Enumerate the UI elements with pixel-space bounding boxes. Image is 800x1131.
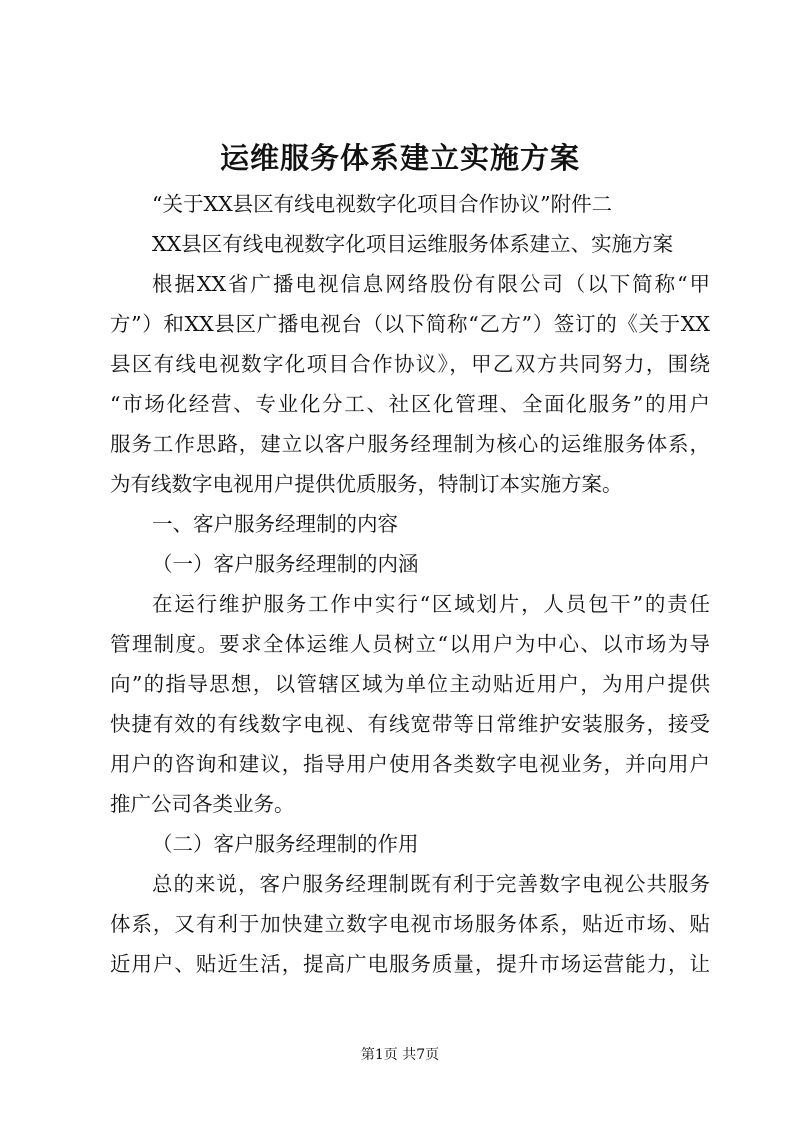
subtitle-line: XX县区有线电视数字化项目运维服务体系建立、实施方案: [152, 232, 674, 256]
paragraph-line: “市场化经营、专业化分工、社区化管理、全面化服务”的用户: [110, 392, 710, 416]
paragraph-line: 近用户、贴近生活，提高广电服务质量，提升市场运营能力，让: [110, 952, 710, 976]
paragraph-line: 方”）和XX县区广播电视台（以下简称“乙方”）签订的《关于XX: [110, 312, 710, 336]
paragraph-line: 快捷有效的有线数字电视、有线宽带等日常维护安装服务，接受: [110, 712, 710, 736]
document-title: 运维服务体系建立实施方案: [219, 141, 580, 175]
paragraph-line: 为有线数字电视用户提供优质服务，特制订本实施方案。: [110, 472, 623, 496]
document-body: [110, 184, 710, 984]
page-footer: 第1页 共7页: [360, 1047, 440, 1063]
paragraph-line: 管理制度。要求全体运维人员树立“以用户为中心、以市场为导: [110, 632, 710, 656]
paragraph-line: 在运行维护服务工作中实行“区域划片，人员包干”的责任: [152, 592, 710, 616]
paragraph-line: 体系，又有利于加快建立数字电视市场服务体系，贴近市场、贴: [110, 912, 710, 936]
paragraph-line: 用户的咨询和建议，指导用户使用各类数字电视业务，并向用户: [110, 752, 710, 776]
attachment-note: “关于XX县区有线电视数字化项目合作协议”附件二: [152, 192, 613, 216]
paragraph-line: 总的来说，客户服务经理制既有利于完善数字电视公共服务: [152, 872, 710, 896]
subsection-heading: （二）客户服务经理制的作用: [152, 832, 419, 856]
paragraph-line: 推广公司各类业务。: [110, 792, 295, 816]
subsection-heading: （一）客户服务经理制的内涵: [152, 552, 419, 576]
section-heading: 一、客户服务经理制的内容: [152, 512, 398, 536]
paragraph-line: 服务工作思路，建立以客户服务经理制为核心的运维服务体系，: [110, 432, 710, 456]
paragraph-line: 向”的指导思想，以管辖区域为单位主动贴近用户，为用户提供: [110, 672, 710, 696]
paragraph-line: 县区有线电视数字化项目合作协议》，甲乙双方共同努力，围绕: [110, 352, 710, 376]
paragraph-line: 根据XX省广播电视信息网络股份有限公司（以下简称“甲: [152, 272, 710, 296]
